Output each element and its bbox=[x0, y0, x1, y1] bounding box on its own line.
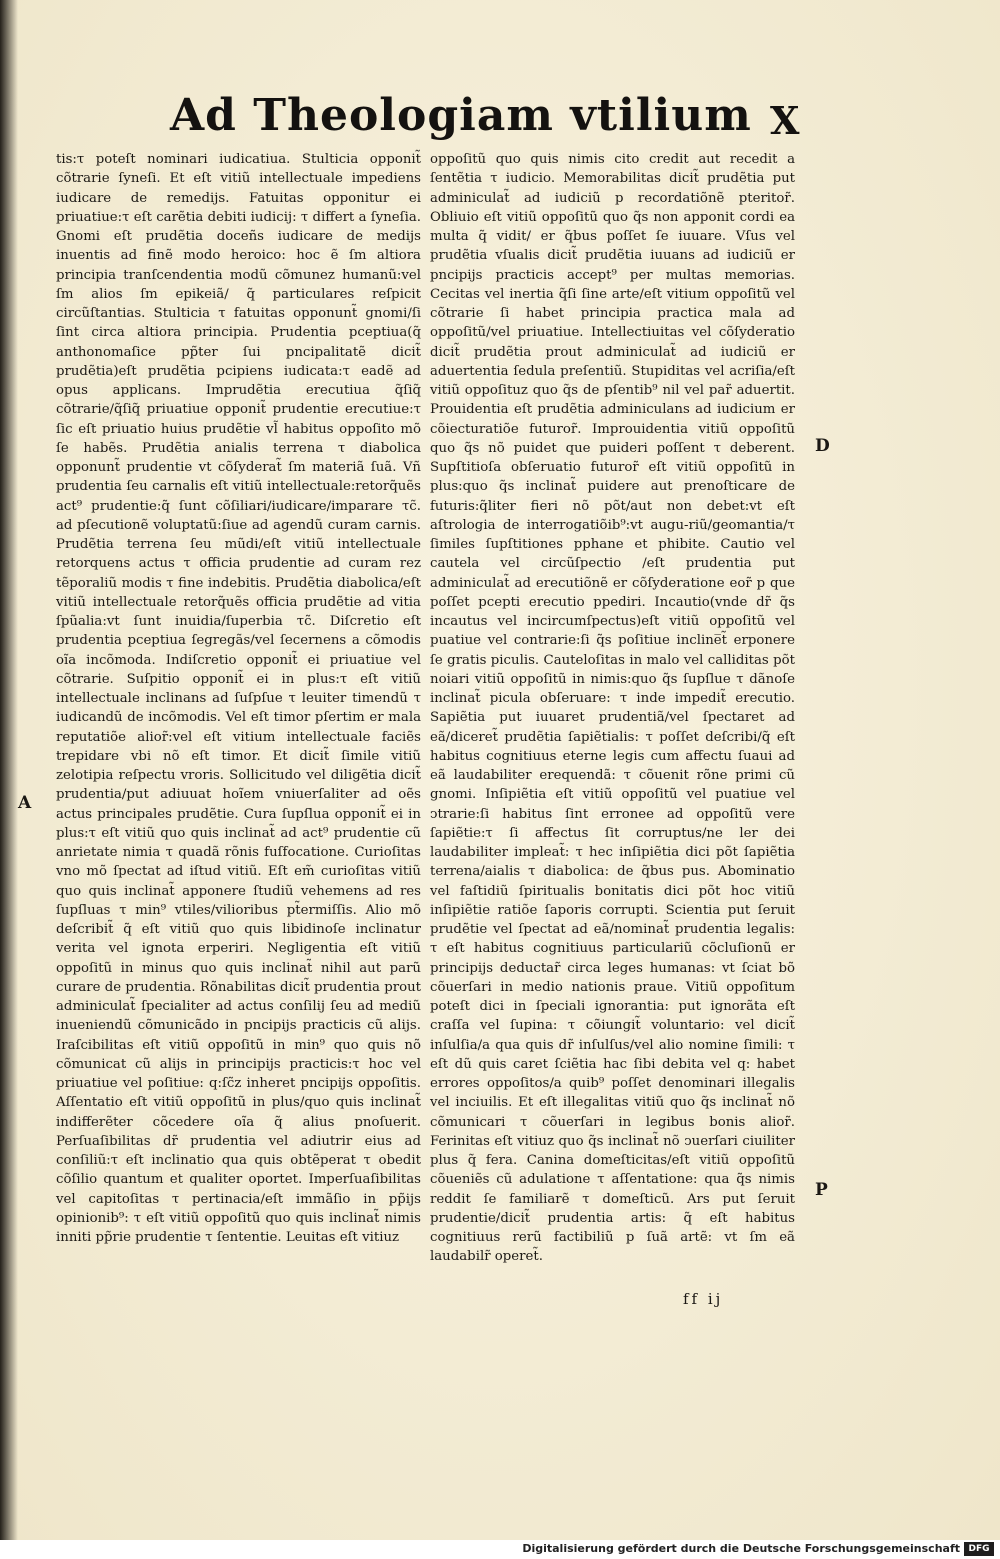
digitization-footer bbox=[0, 1540, 1000, 1559]
right-text-column bbox=[430, 150, 795, 1267]
margin-note-d: D bbox=[815, 436, 830, 456]
margin-note-p: P bbox=[815, 1180, 828, 1200]
margin-note-a: A bbox=[18, 793, 32, 813]
running-title: Ad Theologiam vtilium bbox=[170, 90, 752, 141]
folio-number: X bbox=[770, 98, 800, 143]
dfg-logo-icon: DFG bbox=[964, 1542, 994, 1556]
page-gutter-shadow bbox=[0, 0, 18, 1540]
signature-mark: ff ij bbox=[683, 1290, 724, 1308]
left-column-text: tis:τ poteſt nominari iudicatiua. Stulticia opponit̃ cõtrarie ſyneſi. Et eſt vitiũ intellectuale impediens iudicare de remedijs. Fatuitas opponitur ei priuatiue:τ eſt carẽtia debiti iudicij: τ differt a ſyneſia. Gnomi eſt prudẽtia doceñs iudicare de medijs inuentis ad finẽ modo heroico: hoc ẽ ſm altiora principia tranſcendentia modũ cõmunez humanũ:vel ſm alios ſm epikeiã/ q̃ particulares reſpicit circũſtantias. Stulticia τ fatuitas opponunt̃ gnomi/ſi ſint circa altiora principia. Prudentia pceptiua(q̃ anthonomaſice pp̃ter ſui pncipalitatẽ dicit̃ prudẽtia)eſt prudẽtia pcipiens iudicata:τ eadẽ ad opus applicans. Imprudẽtia erecutiua q̃ſiq̃ cõtrarie/q̃ſiq̃ priuatiue opponit̃ prudentie erecutiue:τ ſic eſt priuatio huius prudẽtie vl̃ habitus oppoſito mõ ſe habẽs. Prudẽtia anialis terrena τ diabolica opponunt̃ prudentie vt cõſyderat̃ ſm materiã ſuã. Vñ prudentia ſeu carnalis eſt vitiũ intellectuale:retorq̃uẽs act⁹ prudentie:q̃ ſunt cõſiliari/iudicare/imparare τc̃. ad pſecutionẽ voluptatũ:ſiue ad agendũ curam carnis. Prudẽtia terrena ſeu mũdi/eſt vitiũ intellectuale retorquens actus τ officia prudentie ad curam rez tẽporaliũ modis τ fine indebitis. Prudẽtia diabolica/eſt vitiũ intellectuale retorq̃uẽs officia prudẽtie ad vitia ſpũalia:vt ſunt inuidia/ſuperbia τc̃. Diſcretio eſt prudentia pceptiua ſegregãs/vel ſecernens a cõmodis oĩa incõmoda. Indiſcretio opponit̃ ei priuatiue vel cõtrarie. Suſpitio opponit̃ ei in plus:τ eſt vitiũ intellectuale inclinans ad ſuſpſue τ leuiter timendũ τ iudicandũ de incõmodis. Vel eſt timor pſertim er mala reputatiõe alior̃:vel eſt vitium intellectuale faciẽs trepidare vbi nõ eſt timor. Et dicit̃ ſimile vitiũ zelotipia reſpectu vroris. Sollicitudo vel diligẽtia dicit̃ prudentia/put adiuuat hoĩem vniuerſaliter ad oẽs actus principales prudẽtie. Cura ſupſlua opponit̃ ei in plus:τ eſt vitiũ quo quis inclinat̃ ad act⁹ prudentie cũ anrietate nimia τ quadã rõnis fuſfocatione. Curioſitas vno mõ ſpectat ad iſtud vitiũ. Eſt em̃ curioſitas vitiũ quo quis inclinat̃ apponere ſtudiũ vehemens ad res ſupſluas τ min⁹ vtiles/vilioribus pt̃ermiſſis. Alio mõ deſcribit̃ q̃ eſt vitiũ quo quis libidinoſe inclinatur verita vel ignota erperiri. Negligentia eſt vitiũ oppoſitũ in minus quo quis inclinat̃ nihil aut parũ curare de prudentia. Rõnabilitas dicit̃ prudentia prout adminiculat̃ ſpecialiter ad actus conſilij ſeu ad mediũ inueniendũ cõmunicãdo in pncipijs practicis cũ alijs. Iraſcibilitas eſt vitiũ oppoſitũ in min⁹ quo quis nõ cõmunicat cũ alijs in principijs practicis:τ hoc vel priuatiue vel poſitiue: q:ſc̃z inheret pncipijs oppoſitis. Aſſentatio eſt vitiũ oppoſitũ in plus/quo quis inclinat̃ indifferẽter cõcedere oĩa q̃ alius pnoſuerit. Perſuaſibilitas dr̃ prudentia vel adiutrir eius ad conſiliũ:τ eſt inclinatio qua quis obtẽperat τ obedit cõſilio quantum et qualiter oportet. Imperſuaſibilitas vel capitoſitas τ pertinacia/eſt immãſio in pp̃ijs opinionib⁹: τ eſt vitiũ oppoſitũ quo quis inclinat̃ nimis inniti pp̃rie prudentie τ ſententie. Leuitas eſt vitiuz bbox=[56, 152, 421, 1245]
dfg-credit-text: Digitalisierung gefördert durch die Deutsche Forschungsgemeinschaft bbox=[522, 1542, 960, 1555]
left-text-column bbox=[56, 150, 421, 1247]
right-column-text: oppoſitũ quo quis nimis cito credit aut recedit a ſentẽtia τ iudicio. Memorabilitas dicit̃ prudẽtia put adminiculat̃ ad iudiciũ p recordatiõnẽ pteritor̃. Obliuio eſt vitiũ oppoſitũ quo q̃s non apponit cordi ea multa q̃ vidit/ er q̃bus poſſet ſe iuuare. Vſus vel prudẽtia vſualis dicit̃ prudẽtia iuuans ad iudiciũ er pncipijs practicis accept⁹ per multas memorias. Cecitas vel inertia q̃ſi ſine arte/eſt vitium oppoſitũ vel cõtrarie ſi habet principia practica mala ad oppoſitũ/vel priuatiue. Intellectiuitas vel cõſyderatio dicit̃ prudẽtia prout adminiculat̃ ad iudiciũ er aduertentia ſedula preſentiũ. Stupiditas vel acriſia/eſt vitiũ oppoſituz quo q̃s de pſentib⁹ nil vel par̃ aduertit. Prouidentia eſt prudẽtia adminiculans ad iudicium er cõiecturatiõe futuror̃. Improuidentia vitiũ oppoſitũ quo q̃s nõ puidet que puideri poſſent τ deberent. Supſtitioſa obſeruatio futuror̃ eſt vitiũ oppoſitũ in plus:quo q̃s inclinat̃ puidere aut prenoſticare de futuris:q̃liter fieri nõ põt/aut non debet:vt eſt aſtrologia de interrogatiõib⁹:vt augu-riũ/geomantia/τ ſimiles ſupſtitiones pphane et phibite. Cautio vel cautela vel circũſpectio /eſt prudentia put adminiculat̃ ad erecutiõnẽ er cõſyderatione eor̃ p que poſſet pcepti erecutio ppediri. Incautio(vnde dr̃ q̃s incautus vel incircumſpectus)eſt vitiũ oppoſitũ vel puatiue vel contrarie:ſi q̃s poſitiue incline̅t̃ erponere ſe gratis piculis. Cauteloſitas in malo vel calliditas põt noiari vitiũ oppoſitũ in nimis:quo q̃s ſupſlue τ dãnoſe inclinat̃ picula obſeruare: τ inde impedit̃ erecutio. Sapiẽtia put iuuaret prudentiã/vel ſpectaret ad eã/diceret̃ prudẽtia ſapiẽtialis: τ poſſet deſcribi/q̃ eſt habitus cognitiuus eterne legis cum affectu ſuaui ad eã laudabiliter erequendã: τ cõuenit rõne primi cũ gnomi. Inſipiẽtia eſt vitiũ oppoſitũ vel puatiue vel ↄtrarie:ſi habitus ſint erronee ad oppoſitũ vere ſapiẽtie:τ ſi affectus ſit corruptus/ne ler dei laudabiliter impleat̃: τ hec inſipiẽtia dici põt ſapiẽtia terrena/aialis τ diabolica: de q̃bus pus. Abominatio vel faſtidiũ ſpiritualis bonitatis dici põt hoc vitiũ inſipiẽtie ratiõe ſaporis corrupti. Scientia put ſeruit prudẽtie vel ſpectat ad eã/nominat̃ prudentia legalis: τ eſt habitus cognitiuus particulariũ cõcluſionũ er principijs deductar̃ circa leges humanas: vt ſciat bõ cõuerſari in medio nationis praue. Vitiũ oppoſitum poteſt dici in ſpeciali ignorantia: put ignorãta eſt craſſa vel ſupina: τ cõiungit̃ voluntario: vel dicit̃ inſulſia/a qua quis dr̃ inſulſus/vel alio nomine ſimili: τ eſt dũ quis caret ſciẽtia hac ſibi debita vel q: habet errores oppoſitos/a quib⁹ poſſet denominari illegalis vel inciuilis. Et eſt illegalitas vitiũ quo q̃s inclinat̃ nõ cõmunicari τ cõuerſari in legibus bonis alior̃. Ferinitas eſt vitiuz quo q̃s inclinat̃ nõ ↄuerſari ciuiliter plus q̃ fera. Canina domeſticitas/eſt vitiũ oppoſitũ cõueniẽs cũ adulatione τ aſſentatione: qua q̃s nimis reddit ſe familiarẽ τ domeſticũ. Ars put ſeruit prudentie/dicit̃ prudentia artis: q̃ eſt habitus cognitiuus rerũ factibiliũ p ſuã artẽ: vt ſm eã laudabilr̃ operet̃. bbox=[430, 152, 795, 1265]
